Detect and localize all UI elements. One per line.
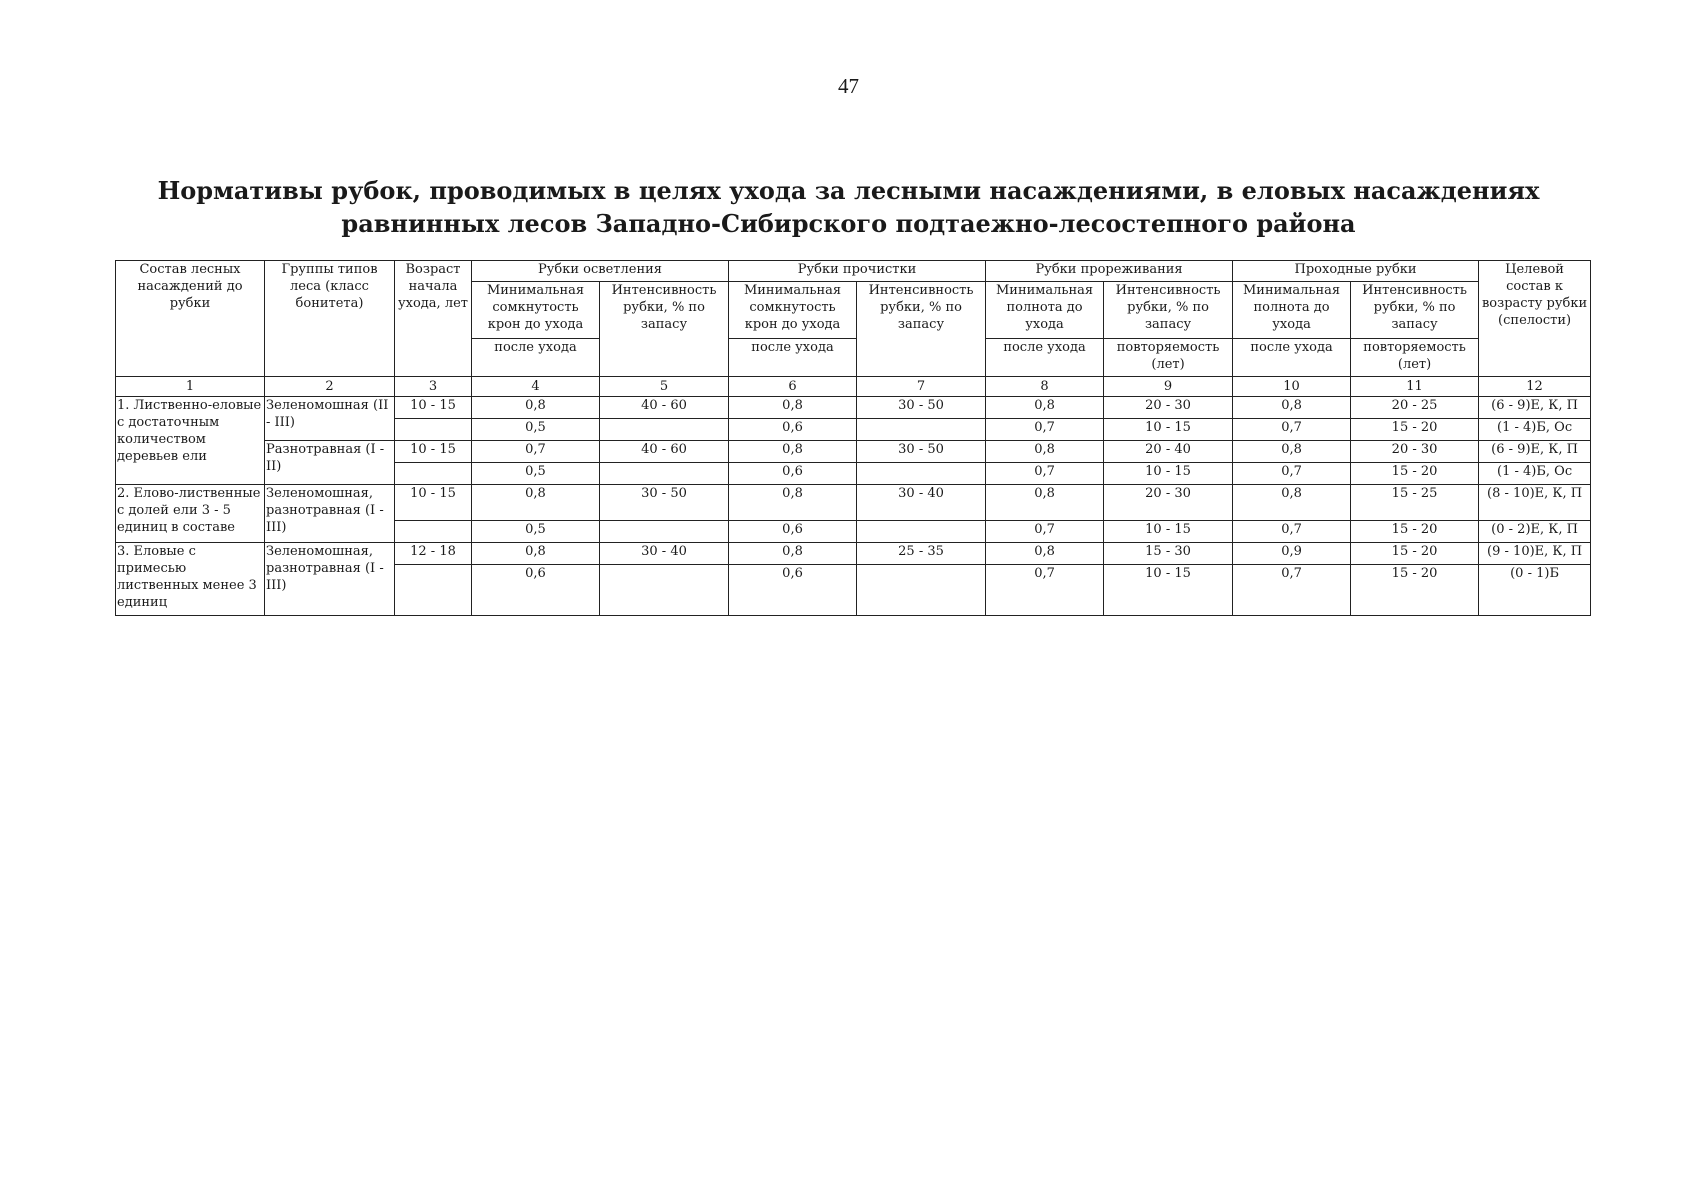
table-cell: 40 - 60: [600, 397, 729, 419]
column-number: 3: [395, 377, 472, 397]
table-cell: [600, 565, 729, 616]
header-min-crown-clearing: Минимальная сомкнутость крон до ухода: [472, 282, 600, 339]
header-intensity-clearing: Интенсивность рубки, % по запасу: [600, 282, 729, 377]
document-title: [0, 174, 1697, 240]
table-cell: 15 - 20: [1351, 565, 1479, 616]
table-cell: 0,8: [986, 543, 1104, 565]
header-intensity-passing: Интенсивность рубки, % по запасу: [1351, 282, 1479, 339]
header-min-density-thinning: Минимальная полнота до ухода: [986, 282, 1104, 339]
table-cell: 15 - 20: [1351, 543, 1479, 565]
header-repeatability-passing: повторяемость (лет): [1351, 339, 1479, 377]
table-cell: 15 - 25: [1351, 485, 1479, 521]
header-target: Целевой состав к возрасту рубки (спелости): [1479, 261, 1591, 377]
column-numbers-row: [116, 377, 1591, 397]
table-cell: 20 - 30: [1351, 441, 1479, 463]
table-row: [116, 543, 1591, 565]
header-after-care-passing: после ухода: [1233, 339, 1351, 377]
forest-group-cell: Зеленомошная (II - III): [265, 397, 395, 441]
table-cell: [857, 419, 986, 441]
table-row: [116, 397, 1591, 419]
target-cell: (6 - 9)Е, К, П: [1479, 441, 1591, 463]
header-intensity-thinning: Интенсивность рубки, % по запасу: [1104, 282, 1233, 339]
target-cell: (6 - 9)Е, К, П: [1479, 397, 1591, 419]
header-composition: Состав лесных насаждений до рубки: [116, 261, 265, 377]
column-number: 11: [1351, 377, 1479, 397]
header-passing: Проходные рубки: [1233, 261, 1479, 282]
column-number: 12: [1479, 377, 1591, 397]
table-cell: 0,6: [729, 463, 857, 485]
table-cell: 30 - 50: [857, 397, 986, 419]
table-cell: 20 - 30: [1104, 397, 1233, 419]
header-min-crown-cleaning: Минимальная сомкнутость крон до ухода: [729, 282, 857, 339]
table-cell: [600, 521, 729, 543]
column-number: 7: [857, 377, 986, 397]
table-cell: 0,8: [729, 397, 857, 419]
table-cell: 0,7: [986, 463, 1104, 485]
table-cell: 0,6: [729, 521, 857, 543]
start-age-cell: [395, 565, 472, 616]
table-cell: 15 - 30: [1104, 543, 1233, 565]
start-age-cell: 10 - 15: [395, 485, 472, 521]
target-cell: (1 - 4)Б, Ос: [1479, 463, 1591, 485]
table-cell: 0,8: [472, 397, 600, 419]
table-cell: [857, 565, 986, 616]
target-cell: (0 - 2)Е, К, П: [1479, 521, 1591, 543]
header-forest-groups: Группы типов леса (класс бонитета): [265, 261, 395, 377]
column-number: 9: [1104, 377, 1233, 397]
table-cell: 0,9: [1233, 543, 1351, 565]
header-after-care-thinning: после ухода: [986, 339, 1104, 377]
column-number: 8: [986, 377, 1104, 397]
target-cell: (9 - 10)Е, К, П: [1479, 543, 1591, 565]
table-cell: 0,8: [1233, 441, 1351, 463]
header-intensity-cleaning: Интенсивность рубки, % по запасу: [857, 282, 986, 377]
table-cell: 0,7: [1233, 521, 1351, 543]
table-row: [116, 441, 1591, 463]
column-number: 2: [265, 377, 395, 397]
table-cell: 30 - 50: [857, 441, 986, 463]
composition-cell: 1. Лиственно-еловые с достаточным количеством деревьев ели: [116, 397, 265, 485]
table-cell: 15 - 20: [1351, 521, 1479, 543]
table-cell: 0,8: [986, 441, 1104, 463]
header-start-age: Возраст начала ухода, лет: [395, 261, 472, 377]
table-cell: 0,8: [729, 441, 857, 463]
start-age-cell: [395, 463, 472, 485]
table-cell: 10 - 15: [1104, 565, 1233, 616]
table-cell: 0,8: [729, 485, 857, 521]
table-cell: 0,5: [472, 419, 600, 441]
target-cell: (1 - 4)Б, Ос: [1479, 419, 1591, 441]
column-number: 1: [116, 377, 265, 397]
forest-group-cell: Разнотравная (I - II): [265, 441, 395, 485]
norms-table: [115, 260, 1591, 616]
table-cell: 15 - 20: [1351, 463, 1479, 485]
table-cell: 0,8: [472, 543, 600, 565]
table-cell: 10 - 15: [1104, 463, 1233, 485]
header-cleaning: Рубки прочистки: [729, 261, 986, 282]
table-cell: 0,6: [472, 565, 600, 616]
table-cell: [857, 521, 986, 543]
composition-cell: 3. Еловые с примесью лиственных менее 3 единиц: [116, 543, 265, 616]
target-cell: (0 - 1)Б: [1479, 565, 1591, 616]
table-cell: 0,6: [729, 419, 857, 441]
table-cell: 20 - 40: [1104, 441, 1233, 463]
forest-group-cell: Зеленомошная, разнотравная (I - III): [265, 485, 395, 543]
table-cell: 0,8: [986, 397, 1104, 419]
table-cell: 0,7: [1233, 463, 1351, 485]
column-number: 10: [1233, 377, 1351, 397]
table-cell: [857, 463, 986, 485]
table-cell: 0,6: [729, 565, 857, 616]
composition-cell: 2. Елово-лиственные с долей ели 3 - 5 единиц в составе: [116, 485, 265, 543]
title-line-2: равнинных лесов Западно-Сибирского подтаежно-лесостепного района: [341, 209, 1356, 238]
table-cell: 0,5: [472, 521, 600, 543]
start-age-cell: [395, 419, 472, 441]
target-cell: (8 - 10)Е, К, П: [1479, 485, 1591, 521]
column-number: 4: [472, 377, 600, 397]
table-cell: 0,8: [472, 485, 600, 521]
header-thinning: Рубки прореживания: [986, 261, 1233, 282]
table-row: [116, 485, 1591, 521]
start-age-cell: 12 - 18: [395, 543, 472, 565]
table-cell: 0,5: [472, 463, 600, 485]
forest-group-cell: Зеленомошная, разнотравная (I - III): [265, 543, 395, 616]
page-number: 47: [838, 74, 859, 98]
table-cell: 0,7: [986, 521, 1104, 543]
header-after-care-clearing: после ухода: [472, 339, 600, 377]
table-cell: 10 - 15: [1104, 521, 1233, 543]
table-cell: 10 - 15: [1104, 419, 1233, 441]
start-age-cell: 10 - 15: [395, 441, 472, 463]
table-cell: 0,7: [986, 419, 1104, 441]
header-min-density-passing: Минимальная полнота до ухода: [1233, 282, 1351, 339]
header-row-1: [116, 261, 1591, 282]
table-cell: 30 - 40: [600, 543, 729, 565]
table-cell: 30 - 40: [857, 485, 986, 521]
table-cell: 0,7: [472, 441, 600, 463]
table-cell: 30 - 50: [600, 485, 729, 521]
table-cell: 0,8: [1233, 397, 1351, 419]
table-cell: 20 - 25: [1351, 397, 1479, 419]
header-clearing: Рубки осветления: [472, 261, 729, 282]
header-after-care-cleaning: после ухода: [729, 339, 857, 377]
header-repeatability-thinning: повторяемость (лет): [1104, 339, 1233, 377]
table-cell: [600, 419, 729, 441]
table-cell: [600, 463, 729, 485]
table-cell: 40 - 60: [600, 441, 729, 463]
column-number: 5: [600, 377, 729, 397]
table-cell: 0,7: [986, 565, 1104, 616]
column-number: 6: [729, 377, 857, 397]
table-cell: 0,8: [986, 485, 1104, 521]
start-age-cell: 10 - 15: [395, 397, 472, 419]
table-cell: 0,7: [1233, 565, 1351, 616]
table-cell: 0,7: [1233, 419, 1351, 441]
table-cell: 0,8: [729, 543, 857, 565]
table-cell: 20 - 30: [1104, 485, 1233, 521]
table-cell: 0,8: [1233, 485, 1351, 521]
table-cell: 15 - 20: [1351, 419, 1479, 441]
start-age-cell: [395, 521, 472, 543]
title-line-1: Нормативы рубок, проводимых в целях ухода за лесными насаждениями, в еловых насаждениях: [157, 176, 1540, 205]
table-cell: 25 - 35: [857, 543, 986, 565]
